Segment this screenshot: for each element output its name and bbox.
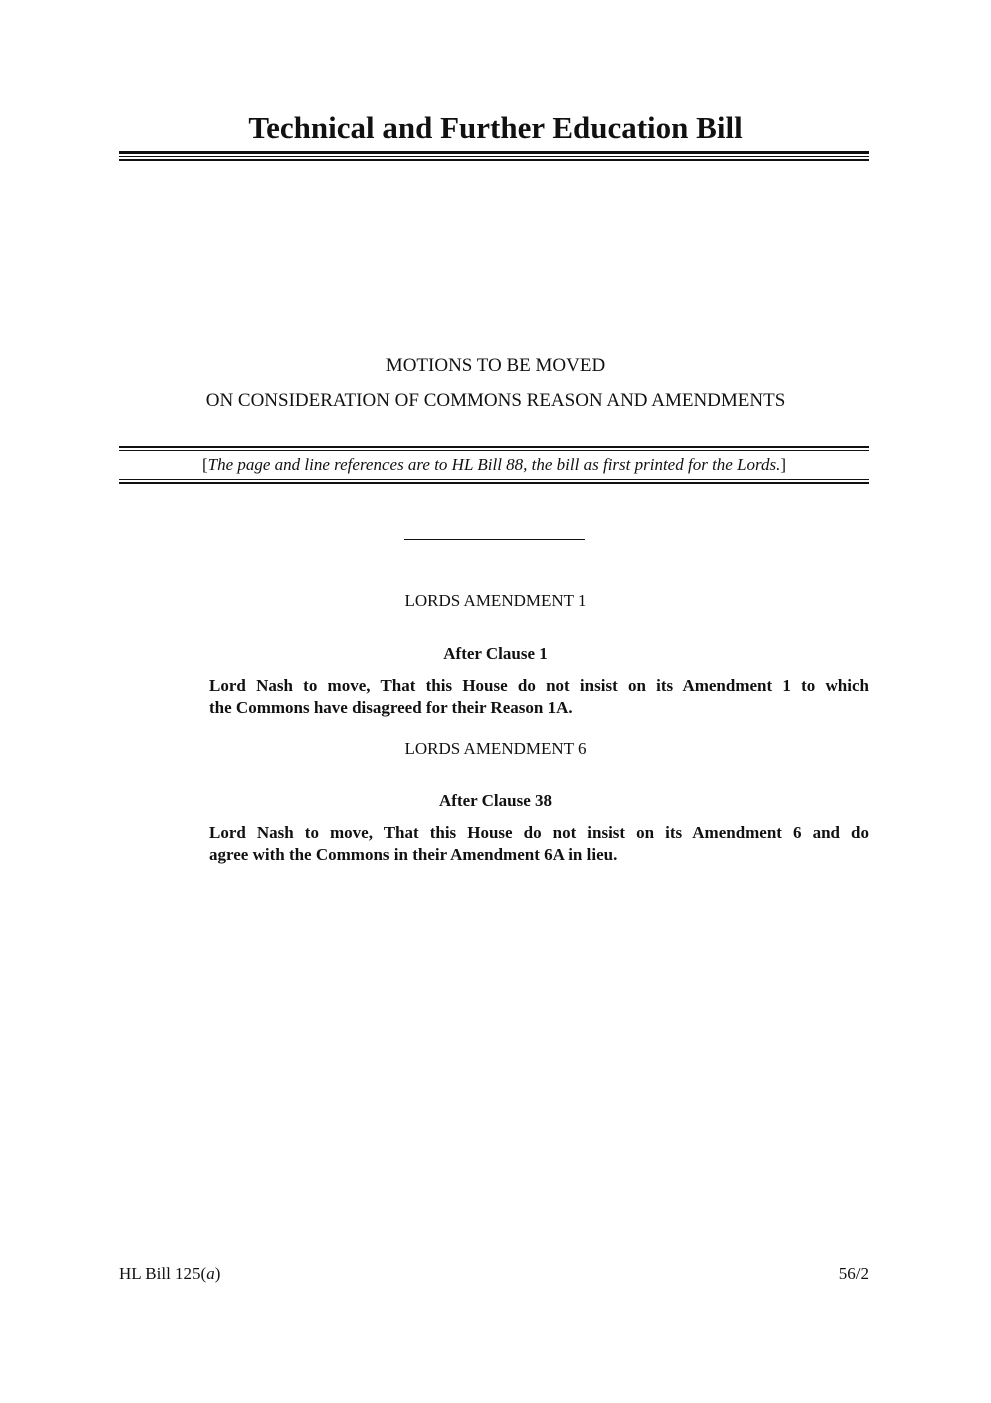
title-double-rule [119, 151, 869, 161]
amendment-heading: LORDS AMENDMENT 1 [404, 591, 587, 610]
heading-line-1: MOTIONS TO BE MOVED [385, 355, 606, 376]
clause-heading: After Clause 38 [439, 791, 552, 810]
bill-reference: HL Bill 125(a) [119, 1264, 221, 1283]
page-reference-note: [The page and line references are to HL Bill 88, the bill as first printed for the Lords.] [201, 455, 787, 474]
note-top-rule [119, 446, 869, 451]
document-title: Technical and Further Education Bill [248, 110, 743, 145]
amendment-heading: LORDS AMENDMENT 6 [404, 739, 587, 758]
heading-line-2: ON CONSIDERATION OF COMMONS REASON AND AMENDMENTS [205, 390, 786, 411]
motion-text: Lord Nash to move, That this House do not insist on its Amendment 1 to which the Commons have disagreed for their Reason 1A. [209, 676, 869, 717]
clause-heading: After Clause 1 [443, 644, 548, 663]
page-reference: 56/2 [838, 1264, 869, 1283]
motion-text: Lord Nash to move, That this House do not insist on its Amendment 6 and do agree with the Commons in their Amendment 6A in lieu. [209, 823, 869, 864]
section-divider [404, 539, 585, 540]
note-text: The page and line references are to HL Bill 88, the bill as first printed for the Lords. [207, 455, 781, 474]
note-bottom-rule [119, 479, 869, 484]
